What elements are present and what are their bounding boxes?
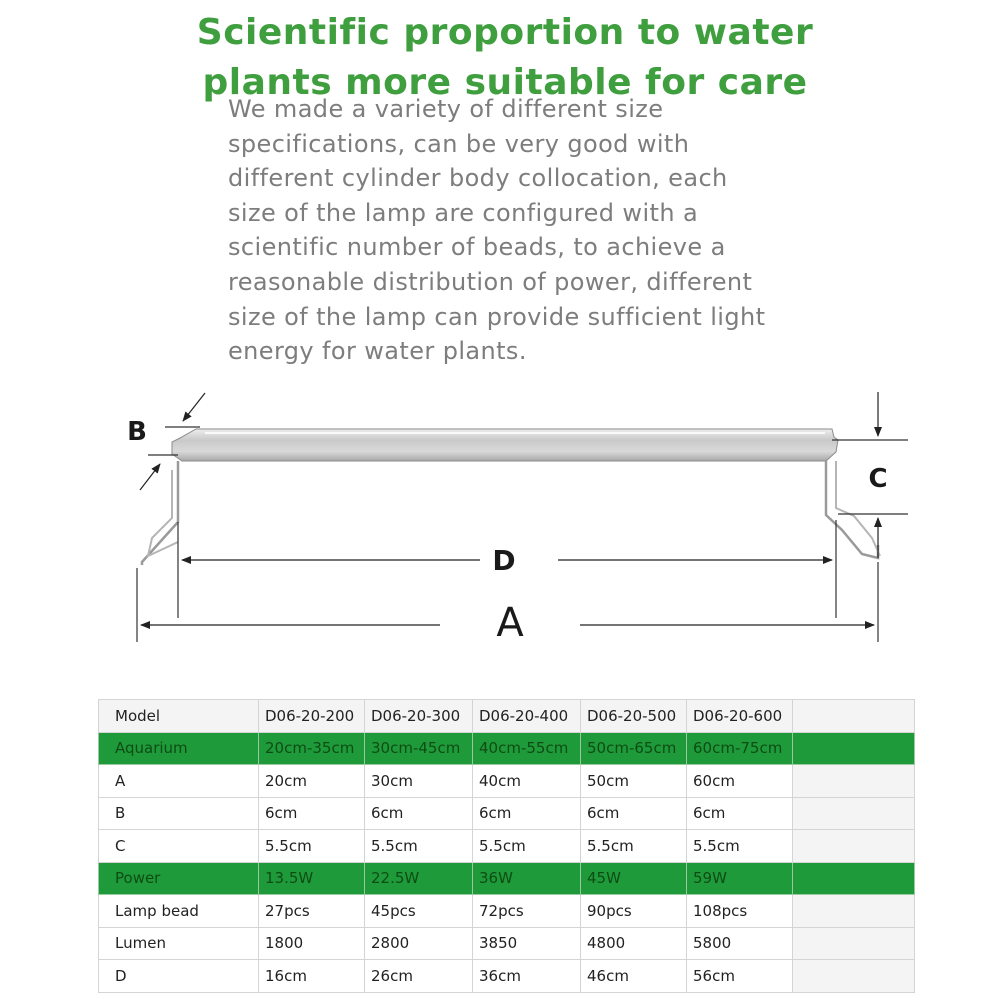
table-cell: 6cm — [687, 797, 793, 830]
dimension-b-bottom-arrow — [140, 464, 160, 490]
table-cell: 6cm — [259, 797, 365, 830]
table-cell: D06-20-500 — [581, 700, 687, 733]
table-cell-empty — [793, 732, 915, 765]
table-cell: 3850 — [473, 927, 581, 960]
table-row-d — [99, 960, 915, 993]
dimension-a-label: A — [496, 600, 524, 646]
table-row-lamp-bead — [99, 895, 915, 928]
table-cell: 60cm — [687, 765, 793, 798]
description-line: different cylinder body collocation, each — [228, 164, 728, 193]
table-cell-empty — [793, 927, 915, 960]
table-cell-empty — [793, 862, 915, 895]
dimension-d-label: D — [492, 544, 516, 577]
table-cell-empty — [793, 765, 915, 798]
headline-line-2: plants more suitable for care — [202, 62, 808, 103]
table-cell: 5800 — [687, 927, 793, 960]
table-row-model — [99, 700, 915, 733]
table-cell: 27pcs — [259, 895, 365, 928]
table-cell: D06-20-400 — [473, 700, 581, 733]
table-cell: 4800 — [581, 927, 687, 960]
row-label: C — [99, 830, 259, 863]
table-cell: 22.5W — [365, 862, 473, 895]
table-cell: 16cm — [259, 960, 365, 993]
table-cell-empty — [793, 700, 915, 733]
table-cell: 6cm — [581, 797, 687, 830]
table-cell: 50cm-65cm — [581, 732, 687, 765]
table-cell: 5.5cm — [473, 830, 581, 863]
table-row-c — [99, 830, 915, 863]
table-cell: D06-20-300 — [365, 700, 473, 733]
description-line: specifications, can be very good with — [228, 129, 690, 158]
table-cell: 2800 — [365, 927, 473, 960]
table-cell: 108pcs — [687, 895, 793, 928]
row-label: D — [99, 960, 259, 993]
table-cell: 5.5cm — [581, 830, 687, 863]
table-cell: 6cm — [473, 797, 581, 830]
description-line: We made a variety of different size — [228, 95, 664, 123]
row-label: B — [99, 797, 259, 830]
description-line: energy for water plants. — [228, 337, 527, 366]
headline-line-1: Scientific proportion to water — [196, 12, 814, 53]
table-cell: 50cm — [581, 765, 687, 798]
spec-table — [98, 699, 915, 993]
description-line: size of the lamp are configured with a — [228, 198, 699, 227]
dimension-c-label: C — [868, 464, 888, 494]
description-line: reasonable distribution of power, different — [228, 267, 753, 296]
table-row-aquarium — [99, 732, 915, 765]
table-cell: D06-20-200 — [259, 700, 365, 733]
table-cell: 56cm — [687, 960, 793, 993]
description-line: size of the lamp can provide sufficient light — [228, 302, 766, 331]
row-label: Model — [99, 700, 259, 733]
table-cell: 6cm — [365, 797, 473, 830]
table-cell: 5.5cm — [259, 830, 365, 863]
lamp-dimension-diagram — [0, 380, 1000, 660]
row-label: Lamp bead — [99, 895, 259, 928]
table-cell: 30cm — [365, 765, 473, 798]
table-cell: 26cm — [365, 960, 473, 993]
table-cell: 40cm-55cm — [473, 732, 581, 765]
row-label: Lumen — [99, 927, 259, 960]
table-cell: 20cm — [259, 765, 365, 798]
table-cell: 20cm-35cm — [259, 732, 365, 765]
table-cell: 30cm-45cm — [365, 732, 473, 765]
row-label: Aquarium — [99, 732, 259, 765]
table-row-power — [99, 862, 915, 895]
table-row-lumen — [99, 927, 915, 960]
row-label: Power — [99, 862, 259, 895]
description — [228, 92, 788, 369]
table-cell: 13.5W — [259, 862, 365, 895]
dimension-b-top-arrow — [183, 393, 205, 421]
table-cell: 90pcs — [581, 895, 687, 928]
description-line: scientific number of beads, to achieve a — [228, 233, 726, 262]
table-cell: 45W — [581, 862, 687, 895]
table-cell: 40cm — [473, 765, 581, 798]
row-label: A — [99, 765, 259, 798]
table-cell: 72pcs — [473, 895, 581, 928]
table-cell: 1800 — [259, 927, 365, 960]
table-cell: 59W — [687, 862, 793, 895]
table-cell-empty — [793, 895, 915, 928]
table-row-b — [99, 797, 915, 830]
table-cell: D06-20-600 — [687, 700, 793, 733]
table-cell: 45pcs — [365, 895, 473, 928]
table-row-a — [99, 765, 915, 798]
table-cell: 36W — [473, 862, 581, 895]
table-cell-empty — [793, 797, 915, 830]
table-cell: 46cm — [581, 960, 687, 993]
table-cell: 36cm — [473, 960, 581, 993]
table-cell-empty — [793, 830, 915, 863]
table-cell: 60cm-75cm — [687, 732, 793, 765]
dimension-b-label: B — [127, 417, 147, 447]
table-cell: 5.5cm — [687, 830, 793, 863]
left-bracket-inner — [148, 470, 178, 556]
table-cell-empty — [793, 960, 915, 993]
table-cell: 5.5cm — [365, 830, 473, 863]
